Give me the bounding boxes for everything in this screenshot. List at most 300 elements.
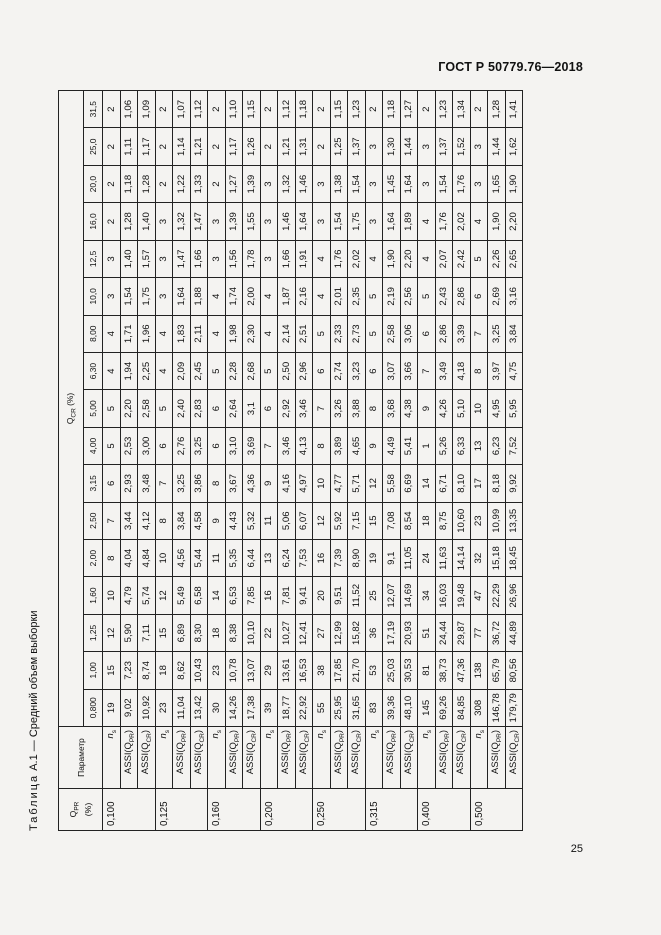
- table-cell: 3: [313, 203, 331, 240]
- table-cell: 7,08: [383, 502, 401, 539]
- table-cell: 17: [470, 465, 488, 502]
- table-cell: 3,84: [173, 502, 191, 539]
- table-cell: 9,92: [505, 465, 523, 502]
- table-cell: 1,09: [138, 90, 156, 128]
- table-cell: 1,32: [173, 203, 191, 240]
- table-cell: 5,06: [278, 502, 296, 539]
- table-cell: 1,15: [330, 90, 348, 128]
- table-cell: 39: [260, 689, 278, 726]
- q-cr-value-header: 5,00: [84, 390, 103, 427]
- table-cell: 2,01: [330, 278, 348, 315]
- table-cell: 53: [365, 652, 383, 689]
- table-cell: 14,26: [225, 689, 243, 726]
- table-cell: 55: [313, 689, 331, 726]
- table-cell: 3,1: [243, 390, 261, 427]
- table-cell: 21,70: [348, 652, 366, 689]
- parameter-label: $ASSI(Q_{PR})$: [330, 727, 348, 789]
- table-cell: 1,33: [190, 165, 208, 202]
- table-cell: 6: [418, 315, 436, 352]
- table-row: [313, 90, 331, 830]
- table-cell: 1,65: [488, 165, 506, 202]
- table-cell: 2,11: [190, 315, 208, 352]
- table-cell: 3: [103, 278, 121, 315]
- parameter-label: $ASSI(Q_{PR})$: [278, 727, 296, 789]
- parameter-label: $ASSI(Q_{CR})$: [453, 727, 471, 789]
- table-cell: 3,06: [400, 315, 418, 352]
- table-cell: 44,89: [505, 614, 523, 651]
- table-cell: 5,32: [243, 502, 261, 539]
- table-cell: 1,64: [383, 203, 401, 240]
- table-cell: 2,73: [348, 315, 366, 352]
- table-cell: 5: [208, 352, 226, 389]
- table-cell: 2,64: [225, 390, 243, 427]
- table-cell: 9: [365, 427, 383, 464]
- table-cell: 1,64: [400, 165, 418, 202]
- table-cell: 1,31: [295, 128, 313, 165]
- table-row: [173, 90, 191, 830]
- table-cell: 3,44: [120, 502, 138, 539]
- table-cell: 5: [103, 390, 121, 427]
- q-pr-value: 0,250: [313, 789, 366, 831]
- table-cell: 9: [260, 465, 278, 502]
- table-cell: 4,43: [225, 502, 243, 539]
- q-cr-value-header: 2,00: [84, 539, 103, 576]
- table-cell: 1,64: [295, 203, 313, 240]
- table-cell: 8,62: [173, 652, 191, 689]
- table-cell: 3: [208, 203, 226, 240]
- table-row: [418, 90, 436, 830]
- table-cell: 3,25: [190, 427, 208, 464]
- table-cell: 2,00: [243, 278, 261, 315]
- table-cell: 29: [260, 652, 278, 689]
- table-cell: 1,14: [173, 128, 191, 165]
- table-cell: 13,61: [278, 652, 296, 689]
- table-cell: 1,47: [173, 240, 191, 277]
- table-cell: 1,21: [278, 128, 296, 165]
- table-cell: 4,84: [138, 539, 156, 576]
- table-cell: 2,33: [330, 315, 348, 352]
- table-cell: 39,36: [383, 689, 401, 726]
- table-row: [295, 90, 313, 830]
- table-cell: 12,99: [330, 614, 348, 651]
- table-cell: 3,97: [488, 352, 506, 389]
- table-cell: 16,53: [295, 652, 313, 689]
- table-cell: 2,02: [348, 240, 366, 277]
- table-cell: 5,58: [383, 465, 401, 502]
- table-cell: 3: [103, 240, 121, 277]
- table-cell: 12: [365, 465, 383, 502]
- table-cell: 3,39: [453, 315, 471, 352]
- table-cell: 7,39: [330, 539, 348, 576]
- table-cell: 8: [313, 427, 331, 464]
- table-cell: 4,36: [243, 465, 261, 502]
- table-cell: 4: [155, 315, 173, 352]
- table-cell: 6,24: [278, 539, 296, 576]
- q-cr-value-header: 3,15: [84, 465, 103, 502]
- table-cell: 16,03: [435, 577, 453, 614]
- table-row: [488, 90, 506, 830]
- table-cell: 5: [365, 278, 383, 315]
- q-cr-value-header: 8,00: [84, 315, 103, 352]
- parameter-label: $ASSI(Q_{CR})$: [505, 727, 523, 789]
- table-cell: 5: [155, 390, 173, 427]
- table-cell: 22,29: [488, 577, 506, 614]
- table-cell: 15,18: [488, 539, 506, 576]
- table-cell: 2: [418, 90, 436, 128]
- table-cell: 8,38: [225, 614, 243, 651]
- table-cell: 1,54: [435, 165, 453, 202]
- table-cell: 1,96: [138, 315, 156, 352]
- table-row: [208, 90, 226, 830]
- table-cell: 16: [313, 539, 331, 576]
- table-cell: 1,12: [190, 90, 208, 128]
- table-cell: 3,25: [173, 465, 191, 502]
- table-cell: 30,53: [400, 652, 418, 689]
- table-cell: 34: [418, 577, 436, 614]
- table-cell: 2,20: [400, 240, 418, 277]
- table-cell: 4: [260, 315, 278, 352]
- table-cell: 1,88: [190, 278, 208, 315]
- table-cell: 6,53: [225, 577, 243, 614]
- table-cell: 2: [470, 90, 488, 128]
- table-cell: 1,76: [330, 240, 348, 277]
- table-cell: 2,93: [120, 465, 138, 502]
- table-cell: 1: [418, 427, 436, 464]
- table-cell: 6,44: [243, 539, 261, 576]
- table-cell: 14,14: [453, 539, 471, 576]
- table-cell: 1,46: [295, 165, 313, 202]
- table-cell: 12: [313, 502, 331, 539]
- table-cell: 1,62: [505, 128, 523, 165]
- parameter-label: $ASSI(Q_{PR})$: [435, 727, 453, 789]
- q-pr-value: 0,200: [260, 789, 313, 831]
- table-cell: 5,35: [225, 539, 243, 576]
- table-cell: 12,07: [383, 577, 401, 614]
- table-cell: 1,90: [488, 203, 506, 240]
- table-cell: 8,10: [453, 465, 471, 502]
- table-cell: 1,18: [295, 90, 313, 128]
- table-cell: 8,90: [348, 539, 366, 576]
- table-cell: 7: [155, 465, 173, 502]
- q-cr-value-header: 6,30: [84, 352, 103, 389]
- table-cell: 3: [260, 203, 278, 240]
- table-cell: 145: [418, 689, 436, 726]
- table-cell: 138: [470, 652, 488, 689]
- table-cell: 4,26: [435, 390, 453, 427]
- parameter-label: $n_s$: [103, 727, 121, 789]
- table-cell: 10: [155, 539, 173, 576]
- table-cell: 4: [155, 352, 173, 389]
- table-cell: 14,69: [400, 577, 418, 614]
- table-cell: 2: [260, 128, 278, 165]
- table-cell: 3: [418, 128, 436, 165]
- table-cell: 9: [418, 390, 436, 427]
- table-cell: 1,39: [243, 165, 261, 202]
- table-cell: 6: [313, 352, 331, 389]
- table-cell: 14: [418, 465, 436, 502]
- table-cell: 4,38: [400, 390, 418, 427]
- table-cell: 8,54: [400, 502, 418, 539]
- table-cell: 5,26: [435, 427, 453, 464]
- table-cell: 36,72: [488, 614, 506, 651]
- table-cell: 6: [208, 427, 226, 464]
- table-cell: 22,92: [295, 689, 313, 726]
- table-cell: 11: [260, 502, 278, 539]
- table-cell: 18: [418, 502, 436, 539]
- table-cell: 1,75: [138, 278, 156, 315]
- table-cell: 1,11: [120, 128, 138, 165]
- table-cell: 4: [418, 203, 436, 240]
- sample-size-table: [58, 90, 523, 831]
- table-cell: 4,18: [453, 352, 471, 389]
- table-cell: 1,40: [120, 240, 138, 277]
- table-cell: 7: [260, 427, 278, 464]
- parameter-label: $n_s$: [470, 727, 488, 789]
- table-cell: 4: [208, 315, 226, 352]
- parameter-label: $n_s$: [260, 727, 278, 789]
- q-cr-value-header: 1,25: [84, 614, 103, 651]
- table-cell: 1,21: [190, 128, 208, 165]
- table-cell: 6,07: [295, 502, 313, 539]
- table-cell: 5,95: [505, 390, 523, 427]
- table-cell: 11,63: [435, 539, 453, 576]
- q-cr-value-header: 1,00: [84, 652, 103, 689]
- table-cell: 15: [365, 502, 383, 539]
- table-cell: 2: [155, 165, 173, 202]
- table-cell: 1,23: [348, 90, 366, 128]
- table-cell: 1,90: [505, 165, 523, 202]
- table-cell: 3: [208, 240, 226, 277]
- table-cell: 9,51: [330, 577, 348, 614]
- table-cell: 12: [155, 577, 173, 614]
- table-cell: 3,48: [138, 465, 156, 502]
- q-cr-value-header: 20,0: [84, 165, 103, 202]
- table-cell: 2,02: [453, 203, 471, 240]
- parameter-label: $n_s$: [365, 727, 383, 789]
- table-cell: 11,04: [173, 689, 191, 726]
- table-cell: 77: [470, 614, 488, 651]
- table-cell: 2,68: [243, 352, 261, 389]
- table-cell: 2,58: [383, 315, 401, 352]
- table-row: [470, 90, 488, 830]
- table-cell: 1,44: [400, 128, 418, 165]
- table-cell: 23: [470, 502, 488, 539]
- table-cell: 3,26: [330, 390, 348, 427]
- table-cell: 4: [260, 278, 278, 315]
- table-cell: 4: [208, 278, 226, 315]
- table-cell: 2,30: [243, 315, 261, 352]
- parameter-label: $n_s$: [208, 727, 226, 789]
- table-cell: 3: [155, 278, 173, 315]
- table-cell: 5: [313, 315, 331, 352]
- parameter-label: $ASSI(Q_{CR})$: [400, 727, 418, 789]
- table-cell: 4: [470, 203, 488, 240]
- table-cell: 4: [418, 240, 436, 277]
- table-caption: [28, 610, 40, 831]
- table-cell: 1,54: [348, 165, 366, 202]
- table-cell: 19: [365, 539, 383, 576]
- table-cell: 3: [418, 165, 436, 202]
- parameter-label: $ASSI(Q_{CR})$: [348, 727, 366, 789]
- table-cell: 8: [470, 352, 488, 389]
- table-cell: 5,71: [348, 465, 366, 502]
- table-cell: 4: [103, 315, 121, 352]
- table-cell: 5,74: [138, 577, 156, 614]
- table-cell: 14: [208, 577, 226, 614]
- table-cell: 6,23: [488, 427, 506, 464]
- table-cell: 5: [260, 352, 278, 389]
- table-cell: 10,10: [243, 614, 261, 651]
- table-row: [400, 90, 418, 830]
- table-cell: 23: [155, 689, 173, 726]
- table-cell: 2: [260, 90, 278, 128]
- table-row: [278, 90, 296, 830]
- table-cell: 3,49: [435, 352, 453, 389]
- table-cell: 2: [103, 165, 121, 202]
- q-cr-value-header: 1,60: [84, 577, 103, 614]
- table-cell: 8: [365, 390, 383, 427]
- table-cell: 4,77: [330, 465, 348, 502]
- table-cell: 2: [208, 165, 226, 202]
- table-cell: 1,94: [120, 352, 138, 389]
- table-cell: 1,40: [138, 203, 156, 240]
- table-cell: 6: [260, 390, 278, 427]
- table-cell: 16: [260, 577, 278, 614]
- table-row: [383, 90, 401, 830]
- table-cell: 2: [208, 90, 226, 128]
- table-cell: 27: [313, 614, 331, 651]
- table-cell: 1,55: [243, 203, 261, 240]
- table-cell: 2: [313, 90, 331, 128]
- table-cell: 1,52: [453, 128, 471, 165]
- table-cell: 1,57: [138, 240, 156, 277]
- table-cell: 1,83: [173, 315, 191, 352]
- table-cell: 8,75: [435, 502, 453, 539]
- table-cell: 2,86: [453, 278, 471, 315]
- table-row: [155, 90, 173, 830]
- table-row: [120, 90, 138, 830]
- table-cell: 1,28: [138, 165, 156, 202]
- q-pr-value: 0,160: [208, 789, 261, 831]
- parameter-label: $n_s$: [155, 727, 173, 789]
- table-cell: 5: [103, 427, 121, 464]
- table-cell: 20,93: [400, 614, 418, 651]
- table-cell: 9,41: [295, 577, 313, 614]
- table-cell: 1,18: [383, 90, 401, 128]
- table-cell: 15,82: [348, 614, 366, 651]
- table-cell: 81: [418, 652, 436, 689]
- table-cell: 1,28: [120, 203, 138, 240]
- table-cell: 3,69: [243, 427, 261, 464]
- table-cell: 11: [208, 539, 226, 576]
- table-cell: 1,76: [453, 165, 471, 202]
- table-cell: 1,98: [225, 315, 243, 352]
- table-cell: 1,38: [330, 165, 348, 202]
- table-cell: 3: [155, 203, 173, 240]
- table-cell: 10: [103, 577, 121, 614]
- parameter-header: Параметр: [59, 727, 103, 789]
- caption-rest: А.1 — Средний объем выборки: [28, 610, 40, 774]
- table-cell: 11,05: [400, 539, 418, 576]
- table-cell: 3,86: [190, 465, 208, 502]
- table-cell: 3: [260, 165, 278, 202]
- table-cell: 8: [103, 539, 121, 576]
- table-cell: 1,32: [278, 165, 296, 202]
- table-cell: 7: [418, 352, 436, 389]
- table-cell: 1,87: [278, 278, 296, 315]
- q-cr-value-header: 25,0: [84, 128, 103, 165]
- table-cell: 2,96: [295, 352, 313, 389]
- table-cell: 4,56: [173, 539, 191, 576]
- table-cell: 2,42: [453, 240, 471, 277]
- table-cell: 15: [103, 652, 121, 689]
- table-cell: 9: [208, 502, 226, 539]
- q-pr-value: 0,125: [155, 789, 208, 831]
- table-cell: 4: [313, 278, 331, 315]
- table-cell: 2,74: [330, 352, 348, 389]
- table-cell: 1,74: [225, 278, 243, 315]
- table-cell: 3,25: [488, 315, 506, 352]
- table-cell: 6: [103, 465, 121, 502]
- table-cell: 6,69: [400, 465, 418, 502]
- parameter-label: $ASSI(Q_{PR})$: [120, 727, 138, 789]
- table-cell: 179,79: [505, 689, 523, 726]
- table-cell: 3: [365, 203, 383, 240]
- table-cell: 2,65: [505, 240, 523, 277]
- q-pr-header: $Q_{PR}$ (%): [59, 789, 103, 831]
- table-cell: 10,43: [190, 652, 208, 689]
- table-cell: 8: [208, 465, 226, 502]
- table-cell: 1,78: [243, 240, 261, 277]
- table-cell: 4,58: [190, 502, 208, 539]
- table-cell: 17,85: [330, 652, 348, 689]
- caption-prefix: Таблица: [28, 773, 40, 831]
- table-cell: 4,97: [295, 465, 313, 502]
- table-cell: 18,45: [505, 539, 523, 576]
- q-cr-value-header: 4,00: [84, 427, 103, 464]
- table-cell: 5,10: [453, 390, 471, 427]
- table-cell: 2,92: [278, 390, 296, 427]
- table-cell: 1,15: [243, 90, 261, 128]
- table-cell: 2,51: [295, 315, 313, 352]
- table-cell: 1,27: [400, 90, 418, 128]
- table-cell: 11,52: [348, 577, 366, 614]
- table-cell: 7: [103, 502, 121, 539]
- table-cell: 4: [365, 240, 383, 277]
- page-number: 25: [570, 843, 583, 855]
- table-cell: 24: [418, 539, 436, 576]
- table-cell: 10: [313, 465, 331, 502]
- table-cell: 3,66: [400, 352, 418, 389]
- table-cell: 29,87: [453, 614, 471, 651]
- parameter-label: $ASSI(Q_{CR})$: [295, 727, 313, 789]
- table-cell: 2,69: [488, 278, 506, 315]
- parameter-label: $ASSI(Q_{PR})$: [488, 727, 506, 789]
- q-cr-header: $Q_{CR}$ (%): [59, 90, 84, 726]
- table-cell: 2,09: [173, 352, 191, 389]
- table-cell: 18: [155, 652, 173, 689]
- table-cell: 1,17: [138, 128, 156, 165]
- table-cell: 7,11: [138, 614, 156, 651]
- table-cell: 2: [313, 128, 331, 165]
- q-pr-value: 0,315: [365, 789, 418, 831]
- table-cell: 4,95: [488, 390, 506, 427]
- table-row: [505, 90, 523, 830]
- parameter-label: $ASSI(Q_{PR})$: [383, 727, 401, 789]
- table-row: [348, 90, 366, 830]
- table-cell: 32: [470, 539, 488, 576]
- table-row: [453, 90, 471, 830]
